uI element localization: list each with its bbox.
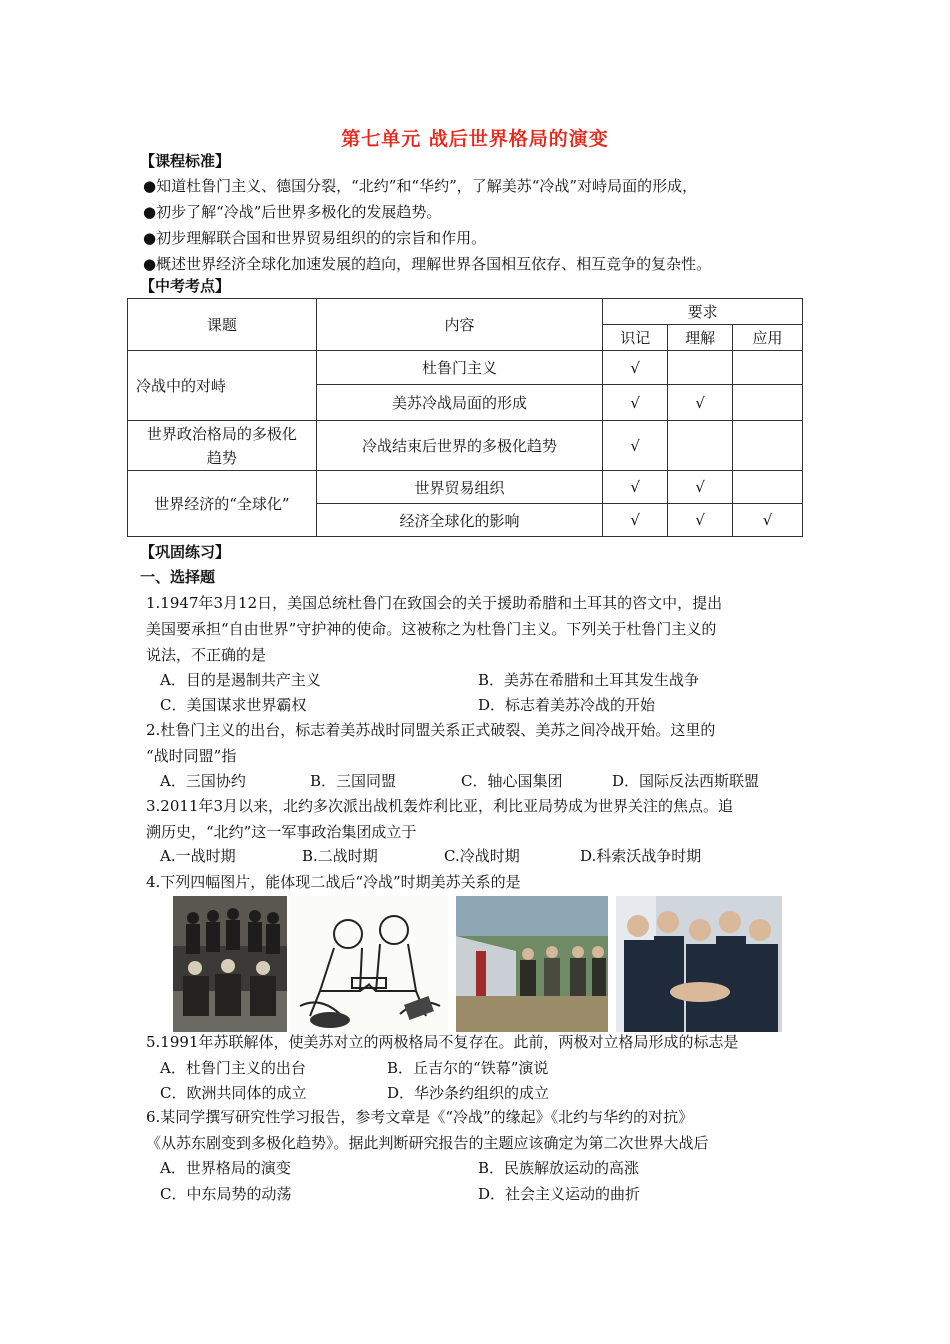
option-b: B．三国同盟 (310, 772, 397, 790)
standard-item: ●初步了解“冷战”后世界多极化的发展趋势。 (143, 203, 442, 221)
question-text: 1.1947年3月12日，美国总统杜鲁门在致国会的关于援助希腊和土耳其的咨文中，提出 (146, 594, 723, 612)
question-text: 说法，不正确的是 (146, 646, 267, 664)
option-a: A．世界格局的演变 (160, 1159, 291, 1177)
option-d: D．社会主义运动的曲折 (478, 1185, 641, 1203)
option-c: C．美国谋求世界霸权 (160, 696, 307, 714)
option-b: B．丘吉尔的“铁幕”演说 (387, 1059, 549, 1077)
mark-cell (668, 351, 733, 385)
mark-cell: √ (603, 421, 668, 471)
exam-points-heading: 【中考考点】 (140, 277, 231, 295)
question-text: “战时同盟”指 (146, 747, 237, 765)
standards-heading: 【课程标准】 (140, 152, 231, 170)
page-title: 第七单元 战后世界格局的演变 (341, 128, 609, 150)
question-text: 美国要承担“自由世界”守护神的使命。这被称之为杜鲁门主义。下列关于杜鲁门主义的 (146, 620, 717, 638)
question-text: 4.下列四幅图片，能体现二战后“冷战”时期美苏关系的是 (146, 873, 521, 891)
content-cell: 经济全球化的影响 (316, 504, 603, 537)
question-text: 《从苏东剧变到多极化趋势》。据此判断研究报告的主题应该确定为第二次世界大战后 (146, 1134, 709, 1152)
content-cell: 杜鲁门主义 (316, 351, 603, 385)
option-c: C．轴心国集团 (461, 772, 563, 790)
content-cell: 美苏冷战局面的形成 (316, 385, 603, 421)
option-d: D．华沙条约组织的成立 (387, 1084, 550, 1102)
col-topic-header: 课题 (128, 299, 317, 351)
mark-cell: √ (733, 504, 803, 537)
option-b: B．民族解放运动的高涨 (478, 1159, 640, 1177)
mark-cell (733, 351, 803, 385)
question-text: 3.2011年3月以来，北约多次派出战机轰炸利比亚，利比亚局势成为世界关注的焦点。追 (146, 797, 734, 815)
option-c: C．中东局势的动荡 (160, 1185, 292, 1203)
mark-cell: √ (603, 385, 668, 421)
mark-cell (733, 421, 803, 471)
mark-cell: √ (668, 504, 733, 537)
option-a: A．杜鲁门主义的出台 (160, 1059, 306, 1077)
mark-cell: √ (603, 504, 668, 537)
topic-cell: 世界经济的“全球化” (128, 471, 317, 537)
option-d: D.科索沃战争时期 (580, 847, 702, 865)
option-b: B．美苏在希腊和土耳其发生战争 (478, 671, 700, 689)
topic-cell: 世界政治格局的多极化趋势 (128, 421, 317, 471)
question-text: 2.杜鲁门主义的出台，标志着美苏战时同盟关系正式破裂、美苏之间冷战开始。这里的 (146, 721, 716, 739)
mark-cell: √ (668, 471, 733, 504)
option-c: C．欧洲共同体的成立 (160, 1084, 307, 1102)
mark-cell: √ (603, 471, 668, 504)
option-a: A．目的是遏制共产主义 (160, 671, 321, 689)
standard-item: ●知道杜鲁门主义、德国分裂，“北约”和“华约”，了解美苏“冷战”对峙局面的形成， (143, 177, 698, 195)
mark-cell: √ (668, 385, 733, 421)
sub-col-header: 理解 (668, 325, 733, 351)
exam-points-table (127, 298, 803, 537)
topic-cell: 冷战中的对峙 (128, 351, 317, 421)
question-text: 5.1991年苏联解体，使美苏对立的两极格局不复存在。此前，两极对立格局形成的标志是 (146, 1033, 739, 1051)
mark-cell (733, 385, 803, 421)
mark-cell (668, 421, 733, 471)
cold-war-cartoon (290, 896, 448, 1032)
practice-heading: 【巩固练习】 (140, 543, 231, 561)
standard-item: ●概述世界经济全球化加速发展的趋向，理解世界各国相互依存、相互竞争的复杂性。 (143, 255, 712, 273)
standard-item: ●初步理解联合国和世界贸易组织的的宗旨和作用。 (143, 229, 487, 247)
content-cell: 世界贸易组织 (316, 471, 603, 504)
sub-col-header: 应用 (733, 325, 803, 351)
section-heading: 一、选择题 (140, 568, 216, 586)
col-req-header: 要求 (603, 299, 803, 325)
nixon-visit-photo (456, 896, 608, 1032)
col-content-header: 内容 (316, 299, 603, 351)
content-cell: 冷战结束后世界的多极化趋势 (316, 421, 603, 471)
mark-cell (733, 471, 803, 504)
option-b: B.二战时期 (302, 847, 378, 865)
option-a: A．三国协约 (160, 772, 246, 790)
sub-col-header: 识记 (603, 325, 668, 351)
option-a: A.一战时期 (160, 847, 236, 865)
option-c: C.冷战时期 (444, 847, 520, 865)
question-text: 溯历史，“北约”这一军事政治集团成立于 (146, 823, 417, 841)
question-text: 6.某同学撰写研究性学习报告，参考文章是《“冷战”的缘起》《北约与华约的对抗》 (146, 1108, 694, 1126)
yalta-conference-photo (173, 896, 287, 1032)
option-d: D．国际反法西斯联盟 (612, 772, 760, 790)
leaders-handshake-photo (616, 896, 782, 1032)
option-d: D．标志着美苏冷战的开始 (478, 696, 656, 714)
mark-cell: √ (603, 351, 668, 385)
